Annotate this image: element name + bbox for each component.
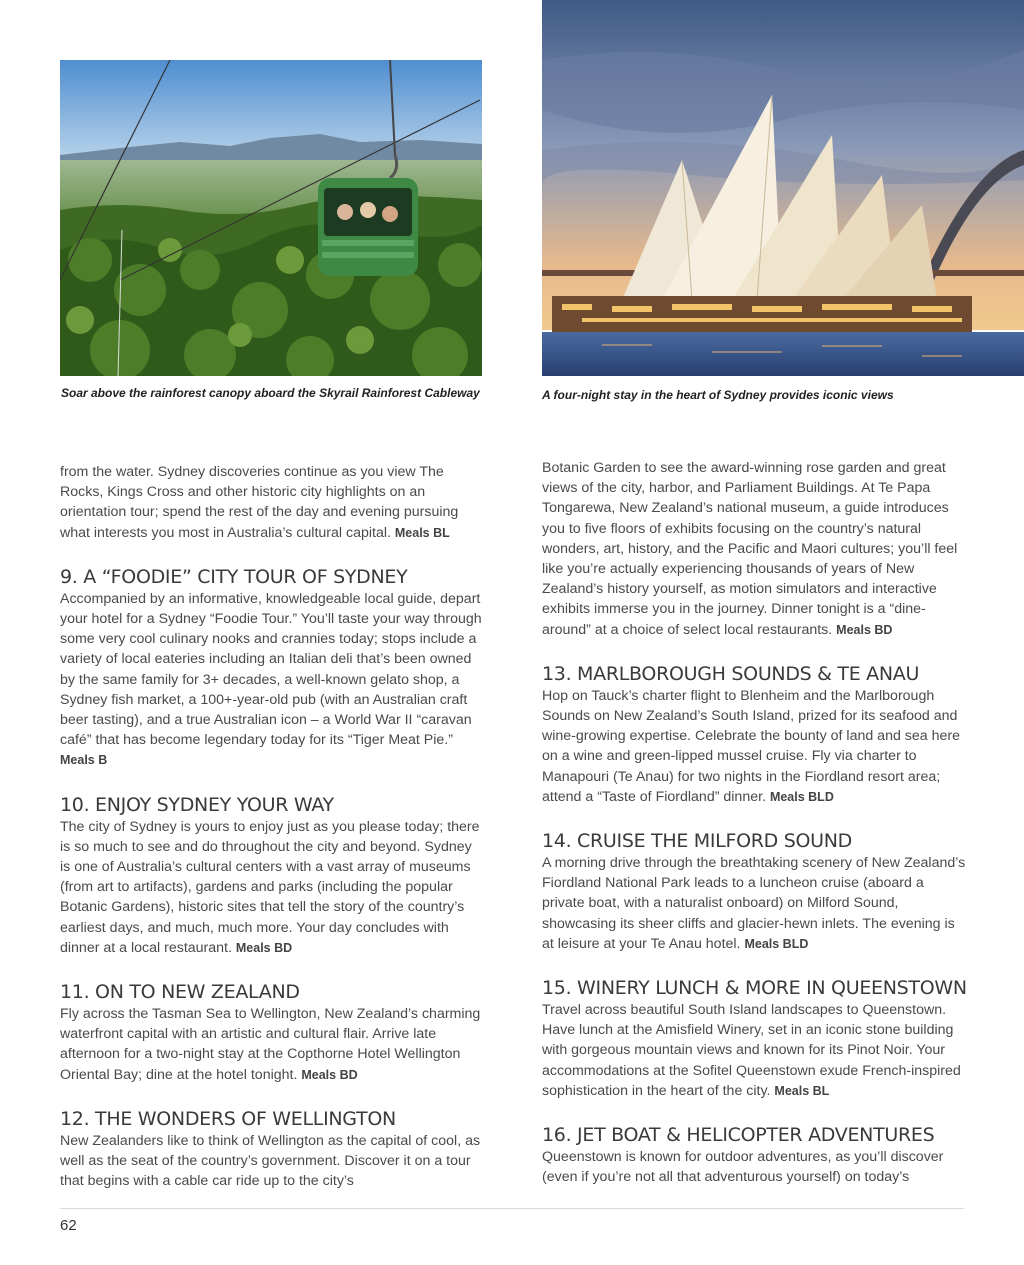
left-intro-text: from the water. Sydney discoveries continue as you view The Rocks, Kings Cross and other historic city highlights on an orientation tour; spend the rest of the day and evening pursuing what interests you most in Australia’s cultural capital.: [60, 464, 459, 541]
section-body-15: [542, 1000, 967, 1101]
meals-label: Meals BLD: [744, 936, 809, 951]
section-body-13: [542, 686, 967, 807]
meals-label: Meals BD: [235, 940, 293, 955]
section-heading-12: 12. THE WONDERS OF WELLINGTON: [60, 1107, 396, 1130]
sydney-caption: A four-night stay in the heart of Sydney provides iconic views: [542, 388, 894, 402]
sydney-opera-house-photo: [542, 0, 1024, 376]
section-heading-15: 15. WINERY LUNCH & MORE IN QUEENSTOWN: [542, 977, 967, 1000]
section-text-14: A morning drive through the breathtaking scenery of New Zealand’s Fiordland National Park leads to a luncheon cruise (aboard a private boat, with a naturalist onboard) on Milford Sound, showcasing its sheer cliffs and glacier-hewn inlets. The evening is at leisure at your Te Anau hotel.: [542, 855, 966, 952]
section-text-11: Fly across the Tasman Sea to Wellington, New Zealand’s charming waterfront capital with an artistic and cultural flair. Arrive late afternoon for a two-night stay at the Copthorne Hotel Wellington Oriental Bay; dine at the hotel tonight.: [60, 1006, 481, 1083]
section-heading-13: 13. MARLBOROUGH SOUNDS & TE ANAU: [542, 662, 920, 685]
right-intro-paragraph: [542, 458, 967, 640]
section-heading-11: 11. ON TO NEW ZEALAND: [60, 981, 300, 1004]
meals-label: Meals B: [60, 753, 108, 768]
meals-label: Meals BD: [836, 622, 893, 637]
section-heading-10: 10. ENJOY SYDNEY YOUR WAY: [60, 793, 334, 816]
cableway-caption: Soar above the rainforest canopy aboard the Skyrail Rainforest Cableway: [61, 386, 480, 400]
section-body-14: [542, 853, 967, 954]
section-body-9: [60, 589, 485, 771]
section-body-16: Queenstown is known for outdoor adventures, as you’ll discover (even if you’re not all that adventurous yourself) on today’s: [542, 1149, 944, 1186]
page-number: 62: [60, 1217, 77, 1234]
section-body-11: [60, 1004, 485, 1085]
section-heading-14: 14. CRUISE THE MILFORD SOUND: [542, 830, 852, 853]
section-text-9: Accompanied by an informative, knowledgeable local guide, depart your hotel for a Sydney “Foodie Tour.” You’ll taste your way through some very cool culinary nooks and crannies today; stops include a variety of local eateries including an Italian deli that’s been owned by the same family for 3+ decades, a well-known gelato shop, a Sydney fish market, a 100+-year-old pub (with an Australian craft beer tasting), and a true Australian icon – a World War II “caravan café” that has become legendary today for its “Tiger Meat Pie.”: [60, 590, 482, 749]
section-heading-9: 9. A “FOODIE” CITY TOUR OF SYDNEY: [60, 565, 408, 588]
section-text-10: The city of Sydney is yours to enjoy just as you please today; there is so much to see and do throughout the city and beyond. Sydney is one of Australia’s cultural centers with a vast array of museums (from art to artifacts), gardens and parks (including the popular Botanic Gardens), historic sites that tell the story of the country’s earliest days, and much, much more. Your day concludes with dinner at a local restaurant.: [60, 818, 480, 956]
right-intro-text: Botanic Garden to see the award-winning rose garden and great views of the city, harbor, and Parliament Buildings. At Te Papa Tongarewa, New Zealand’s national museum, a guide introduces you to five floors of exhibits focusing on the country’s natural wonders, art, history, and the Pacific and Maori cultures; you’ll feel like you’re actually experiencing thousands of years of New Zealand’s history yourself, as motion simulators and interactive exhibits immerse you in the journey. Dinner tonight is a “dine-around” at a choice of select local restaurants.: [542, 460, 958, 638]
meals-label: Meals BLD: [769, 789, 834, 804]
right-column: [542, 458, 967, 1187]
left-intro-paragraph: [60, 462, 485, 543]
section-text-15: Travel across beautiful South Island landscapes to Queenstown. Have lunch at the Amisfield Winery, set in an iconic stone building with gorgeous mountain views and known for its Pinot Noir. Your accommodations at the Sofitel Queenstown exude French-inspired sophistication in the heart of the city.: [542, 1002, 961, 1099]
footer-divider: [60, 1208, 964, 1209]
left-column: [60, 462, 485, 1191]
section-body-12: New Zealanders like to think of Wellington as the capital of cool, as well as the seat of the country’s government. Discover it on a tour that begins with a cable car ride up to the city’s: [60, 1132, 481, 1190]
cableway-photo: [60, 60, 482, 376]
section-body-10: [60, 817, 485, 958]
meals-label: Meals BL: [394, 525, 450, 540]
meals-label: Meals BD: [301, 1067, 358, 1082]
meals-label: Meals BL: [774, 1083, 830, 1098]
section-heading-16: 16. JET BOAT & HELICOPTER ADVENTURES: [542, 1124, 935, 1147]
section-text-13: Hop on Tauck’s charter flight to Blenheim and the Marlborough Sounds on New Zealand’s South Island, prized for its seafood and wine-growing expertise. Celebrate the bounty of land and sea here on a wine and green-lipped mussel cruise. Fly via charter to Manapouri (Te Anau) for two nights in the Fiordland resort area; attend a “Taste of Fiordland” dinner.: [542, 687, 961, 805]
